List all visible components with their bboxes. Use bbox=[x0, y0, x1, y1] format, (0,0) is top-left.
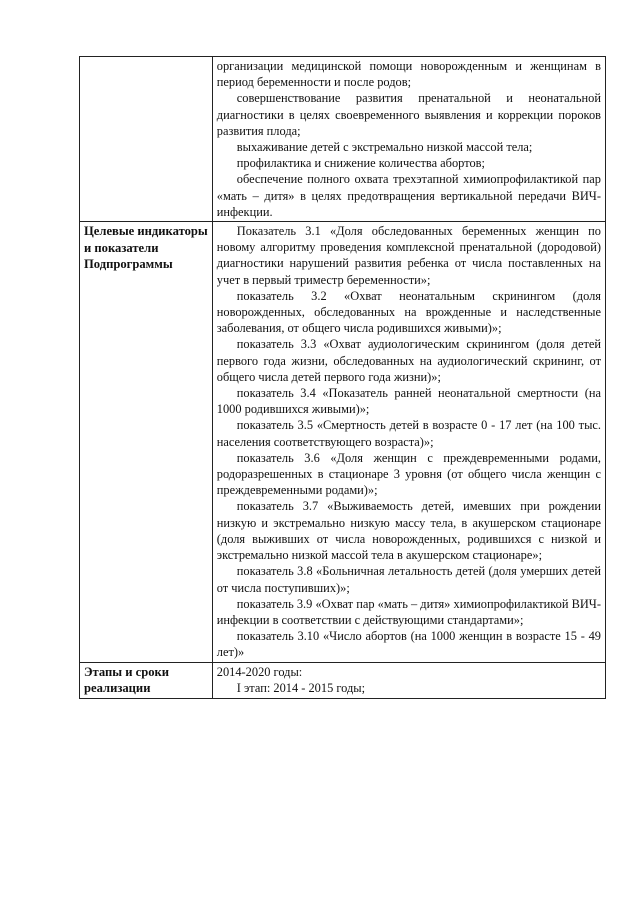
paragraph: выхаживание детей с экстремально низкой массой тела; bbox=[236, 140, 533, 155]
paragraph: показатель 3.4 «Показатель ранней неонатальной смертности (на 1000 родившихся живыми)»; bbox=[216, 386, 601, 417]
table-row-stages bbox=[80, 662, 606, 698]
paragraph: показатель 3.2 «Охват неонатальным скринингом (доля новорожденных, обследованных на врожденные и наследственные заболевания, от общего числа родившихся живыми)»; bbox=[216, 288, 601, 336]
paragraph: показатель 3.3 «Охват аудиологическим скринингом (доля детей первого года жизни, обследованных на аудиологический скрининг, от общего числа детей первого года жизни)»; bbox=[216, 337, 601, 384]
table-row-indicators bbox=[80, 222, 606, 662]
paragraph: показатель 3.7 «Выживаемость детей, имевших при рождении низкую и экстремально низкую массу тела, в акушерском стационаре (доля выживших от числа новорожденных, родившихся с низкой и экстремально низкой массой тела в акушерском стационаре»; bbox=[216, 499, 601, 563]
program-table bbox=[79, 56, 606, 699]
paragraph: показатель 3.5 «Смертность детей в возрасте 0 - 17 лет (на 100 тыс. населения соответствующего возраста)»; bbox=[216, 418, 601, 449]
paragraph: 2014-2020 годы: bbox=[216, 664, 303, 679]
paragraph: показатель 3.8 «Больничная летальность детей (доля умерших детей от числа поступивших)»; bbox=[216, 564, 601, 595]
row-label: Целевые индикаторы и показатели Подпрограммы bbox=[80, 222, 213, 662]
paragraph: профилактика и снижение количества абортов; bbox=[236, 156, 485, 171]
paragraph: показатель 3.10 «Число абортов (на 1000 женщин в возрасте 15 - 49 лет)» bbox=[216, 629, 601, 660]
table-row-goals-continuation bbox=[80, 57, 606, 222]
paragraph: организации медицинской помощи новорожденным и женщинам в период беременности и после родов; bbox=[216, 59, 601, 90]
row-label bbox=[80, 57, 213, 222]
row-content bbox=[212, 57, 605, 222]
paragraph: совершенствование развития пренатальной и неонатальной диагностики в целях своевременного выявления и коррекции пороков развития плода; bbox=[216, 91, 601, 138]
row-label: Этапы и сроки реализации bbox=[80, 662, 213, 698]
paragraph: показатель 3.6 «Доля женщин с преждевременными родами, родоразрешенных в стационаре 3 уровня (от общего числа женщин с преждевременными родами)»; bbox=[216, 450, 601, 498]
paragraph: Показатель 3.1 «Доля обследованных беременных женщин по новому алгоритму проведения комплексной пренатальной (дородовой) диагностики нарушений развития ребенка от числа поставленных на учет в первый триместр беременности»; bbox=[216, 224, 601, 287]
paragraph: показатель 3.9 «Охват пар «мать – дитя» химиопрофилактикой ВИЧ-инфекции в соответствии с действующими стандартами»; bbox=[216, 596, 601, 627]
paragraph: I этап: 2014 - 2015 годы; bbox=[236, 680, 366, 695]
row-content bbox=[212, 222, 605, 662]
row-content bbox=[212, 662, 605, 698]
paragraph: обеспечение полного охвата трехэтапной химиопрофилактикой пар «мать – дитя» в целях предотвращения вертикальной передачи ВИЧ-инфекции. bbox=[216, 172, 601, 219]
